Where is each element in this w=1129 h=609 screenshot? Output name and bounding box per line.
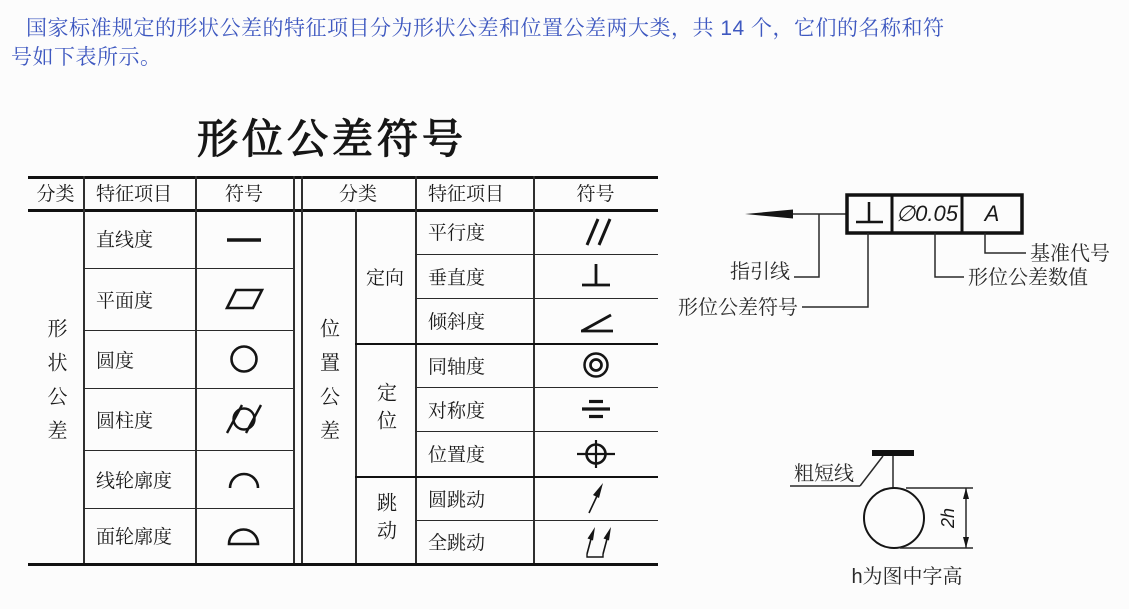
header-symbol-right: 符号 [576, 184, 615, 205]
feature-parallelism: 平行度 [428, 223, 486, 244]
datum-letter: A [984, 201, 1000, 226]
feature-angularity: 倾斜度 [428, 312, 486, 333]
datum-circle [864, 488, 924, 548]
circular-runout-icon [572, 480, 620, 516]
leader-label-connector [794, 214, 819, 277]
header-feature-left: 特征项目 [96, 184, 173, 205]
total-runout-icon [572, 524, 620, 560]
group-location: 定位 [373, 381, 396, 438]
feature-line-profile: 线轮廓度 [96, 470, 173, 492]
angularity-icon [572, 303, 620, 339]
header-category-right: 分类 [338, 184, 377, 205]
feature-perpendicularity: 垂直度 [428, 267, 486, 289]
symbol-label: 形位公差符号 [678, 297, 798, 319]
straightness-icon [220, 221, 268, 257]
roundness-icon [220, 341, 268, 377]
surface-profile-icon [220, 518, 268, 554]
symbol-cell [195, 330, 293, 388]
symbol-cell [533, 476, 658, 520]
symbol-cell [195, 508, 293, 563]
symbol-cell [195, 209, 293, 268]
feature-symmetry: 对称度 [428, 400, 486, 422]
intro-line-1: 国家标准规定的形状公差的特征项目分为形状公差和位置公差两大类，共 14 个，它们的名称和符 [26, 17, 945, 40]
leader-line-label: 指引线 [730, 261, 790, 283]
coaxiality-icon [572, 347, 620, 383]
position-icon [572, 436, 620, 472]
header-feature-right: 特征项目 [428, 184, 505, 205]
value-label: 形位公差数值 [968, 267, 1088, 289]
feature-coaxiality: 同轴度 [428, 356, 486, 378]
label-pointer [860, 456, 883, 486]
tolerance-value: ∅0.05 [896, 201, 958, 226]
datum-label-connector [985, 233, 1026, 253]
tolerance-frame-diagram [620, 178, 1129, 330]
feature-circular-runout: 圆跳动 [428, 489, 486, 511]
datum-code-label: 基准代号 [1030, 243, 1110, 265]
cylindricity-icon [220, 401, 268, 437]
feature-cylindricity: 圆柱度 [96, 410, 154, 432]
thick-line-label: 粗短线 [794, 463, 854, 485]
feature-total-runout: 全跳动 [428, 533, 486, 554]
symbol-cell [195, 388, 293, 450]
line-profile-icon [220, 461, 268, 497]
symbol-cell [195, 450, 293, 508]
feature-roundness: 圆度 [96, 350, 135, 372]
intro-paragraph [11, 14, 1121, 72]
symbol-cell [195, 268, 293, 330]
symmetry-icon [572, 391, 620, 427]
intro-line-2: 号如下表所示。 [11, 46, 162, 69]
table-title: 形位公差符号 [197, 115, 467, 163]
group-runout: 跳动 [373, 491, 396, 548]
table-border-bottom [28, 563, 658, 566]
feature-straightness: 直线度 [96, 230, 154, 251]
gridline [293, 176, 295, 563]
group-orientation: 定向 [365, 267, 404, 289]
leader-arrowhead-icon [745, 210, 793, 219]
parallelism-icon [572, 214, 620, 250]
feature-surface-profile: 面轮廓度 [96, 527, 173, 548]
category-shape-tolerance: 形状公差 [44, 318, 66, 454]
dimension-arrow-up-icon [963, 488, 969, 499]
symbol-cell [533, 520, 658, 563]
symbol-cell [533, 387, 658, 431]
dimension-arrow-down-icon [963, 537, 969, 548]
perpendicularity-icon [572, 258, 620, 294]
feature-flatness: 平面度 [96, 290, 154, 312]
value-label-connector [935, 233, 964, 277]
dimension-value: 2h [938, 507, 958, 529]
feature-position: 位置度 [428, 445, 486, 466]
flatness-icon [220, 281, 268, 317]
symbol-label-connector [802, 233, 868, 307]
category-position-tolerance: 位置公差 [316, 318, 339, 454]
datum-caption: h为图中字高 [851, 566, 963, 588]
tolerance-table [28, 176, 658, 566]
header-category-left: 分类 [36, 184, 75, 205]
datum-symbol-diagram [770, 440, 1000, 600]
symbol-cell [533, 431, 658, 476]
symbol-cell [533, 343, 658, 387]
header-symbol-left: 符号 [224, 184, 263, 205]
